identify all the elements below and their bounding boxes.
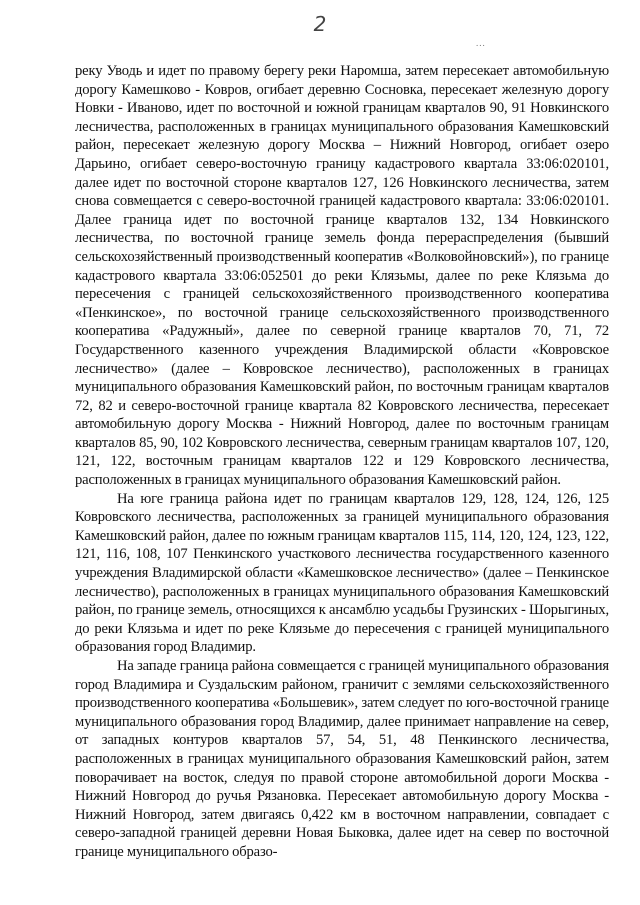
margin-mark: ...	[476, 38, 486, 48]
paragraph-south-border: На юге граница района идет по границам кварталов 129, 128, 124, 126, 125 Ковровского лесничества, расположенных за границей муниципального образования Камешковский район, далее по южным границам кварталов 115, 114, 120, 124, 123, 122, 121, 116, 108, 107 Пенкинского участкового лесничества государственного казенного учреждения Владимирской области «Камешковское лесничество» (далее – Пенкинское лесничество), расположенных в границах муниципального образования Камешковский район, по границе земель, относящихся к ансамблю усадьбы Грузинских - Шорыгиных, до реки Клязьма и идет по реке Клязьме до пересечения с границей муниципального образования город Владимир.	[75, 490, 609, 656]
document-body	[75, 62, 609, 862]
paragraph-west-border: На западе граница района совмещается с границей муниципального образования город Владимира и Суздальским районом, граничит с землями сельскохозяйственного производственного кооператива «Большевик», затем следует по юго-восточной границе муниципального образования город Владимир, далее принимает направление на север, от западных контуров кварталов 57, 54, 51, 48 Пенкинского лесничества, расположенных в границах муниципального образования Камешковский район, затем поворачивает на восток, следуя по правой стороне автомобильной дороги Москва - Нижний Новгород до ручья Рязановка. Пересекает автомобильную дорогу Москва - Нижний Новгород, затем двигаясь 0,422 км в восточном направлении, совпадает с северо-западной границей деревни Новая Быковка, далее идет на север по восточной границе муниципального образо-	[75, 658, 609, 860]
paragraph-continuation: реку Уводь и идет по правому берегу реки Наромша, затем пересекает автомобильную дорогу Камешково - Ковров, огибает деревню Сосновка, пересекает железную дорогу Новки - Иваново, идет по восточной и южной границам кварталов 90, 91 Новкинского лесничества, расположенных в границах муниципального образования Камешковский район, пересекает железную дорогу Москва – Нижний Новгород, огибает озеро Дарьино, огибает северо-восточную границу кадастрового квартала 33:06:020101, далее идет по восточной стороне кварталов 127, 126 Новкинского лесничества, затем снова совмещается с северо-восточной границей кадастрового квартала: 33:06:020101. Далее граница идет по восточной границе кварталов 132, 134 Новкинского лесничества, по восточной границе земель фонда перераспределения (бывший сельскохозяйственный производственный кооператив «Волковойновский»), по границе кадастрового квартала 33:06:052501 до реки Клязьмы, далее по реке Клязьма до пересечения с границей сельскохозяйственного производственного кооператива «Пенкинское», по восточной границе сельскохозяйственного производственного кооператива «Радужный», далее по северной границе кварталов 70, 71, 72 Государственного казенного учреждения Владимирской области «Ковровское лесничество» (далее – Ковровское лесничество), расположенных в границах муниципального образования Камешковский район, по восточным границам кварталов 72, 82 и северо-восточной границе квартала 82 Ковровского лесничества, пересекает автомобильную дорогу Москва - Нижний Новгород, далее по восточным границам кварталов 85, 90, 102 Ковровского лесничества, северным границам кварталов 107, 120, 121, 122, восточным границам кварталов 122 и 129 Ковровского лесничества, расположенных в границах муниципального образования Камешковский район.	[75, 63, 609, 489]
page-number: 2	[313, 12, 327, 36]
